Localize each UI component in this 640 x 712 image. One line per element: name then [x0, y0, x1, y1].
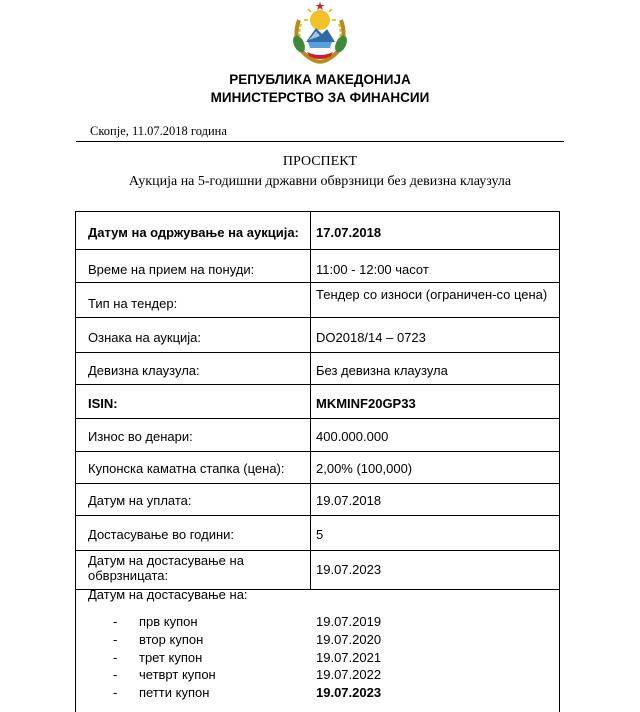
row-value: 19.07.2018 — [316, 493, 382, 508]
row-value: 11:00 - 12:00 часот — [316, 262, 429, 277]
place-date: Скопје, 11.07.2018 година — [90, 124, 227, 138]
coupon-date: 19.07.2021 — [316, 650, 382, 665]
row-value: 2,00% (100,000) — [316, 461, 413, 476]
auction-details-table — [75, 211, 560, 712]
row-value: 17.07.2018 — [316, 225, 382, 240]
coupon-label: трет купон — [139, 650, 203, 665]
coupon-label: четврт купон — [139, 667, 216, 682]
document-subtitle: Аукција на 5-годишни државни обврзници без девизна клаузула — [128, 174, 512, 189]
row-label: Датум на одржување на аукција: — [88, 225, 299, 240]
row-value: 400.000.000 — [316, 429, 389, 444]
row-label: Датум на уплата: — [88, 493, 192, 508]
coupon-date: 19.07.2019 — [316, 614, 382, 629]
row-label: Време на прием на понуди: — [88, 262, 255, 277]
coat-of-arms-emblem — [289, 0, 351, 66]
row-label: Купонска каматна стапка (цена): — [88, 461, 285, 476]
list-bullet: - — [113, 650, 118, 665]
row-value: 5 — [316, 527, 324, 542]
coupon-label: прв купон — [139, 614, 198, 629]
row-label: Износ во денари: — [88, 429, 193, 444]
list-bullet: - — [113, 614, 118, 629]
list-bullet: - — [113, 632, 118, 647]
coupons-heading: Датум на достасување на: — [88, 587, 248, 602]
coupon-date: 19.07.2023 — [316, 685, 382, 700]
coupon-label: петти купон — [139, 685, 210, 700]
row-label: Девизна клаузула: — [88, 363, 200, 378]
row-value: Тендер со износи (ограничен-со цена) — [316, 287, 548, 302]
row-label: Тип на тендер: — [88, 296, 178, 311]
row-value: Без девизна клаузула — [316, 363, 448, 378]
header-republic: РЕПУБЛИКА МАКЕДОНИЈА — [229, 72, 411, 87]
row-value: 19.07.2023 — [316, 562, 382, 577]
list-bullet: - — [113, 667, 118, 682]
coupon-date: 19.07.2020 — [316, 632, 382, 647]
list-bullet: - — [113, 685, 118, 700]
row-label: Достасување во години: — [88, 527, 235, 542]
row-value: DO2018/14 – 0723 — [316, 330, 426, 345]
header-divider — [76, 141, 564, 142]
row-label: ISIN: — [88, 396, 118, 411]
coupon-label: втор купон — [139, 632, 204, 647]
row-label: Датум на достасување на обврзницата: — [88, 553, 244, 583]
header-ministry: МИНИСТЕРСТВО ЗА ФИНАНСИИ — [210, 90, 430, 105]
row-value: MKMINF20GP33 — [316, 396, 416, 411]
coupon-date: 19.07.2022 — [316, 667, 382, 682]
document-title: ПРОСПЕКТ — [282, 154, 358, 169]
row-label: Ознака на аукција: — [88, 330, 202, 345]
